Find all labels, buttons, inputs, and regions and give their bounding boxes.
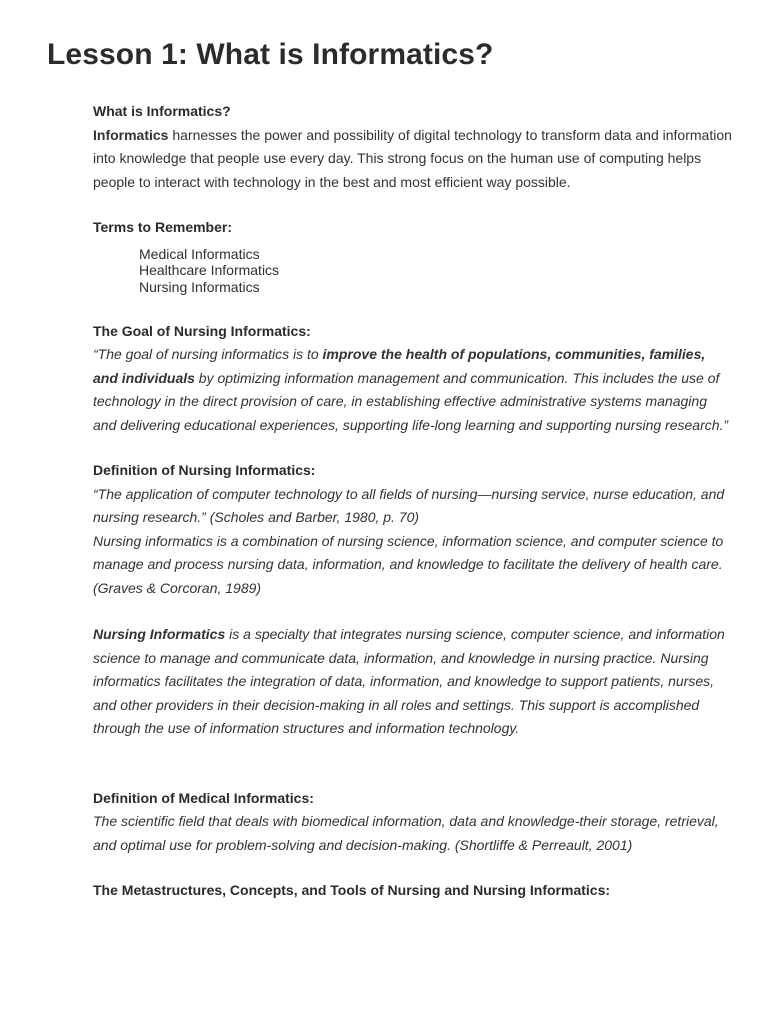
goal-quote [93, 343, 733, 437]
metastructures-heading: The Metastructures, Concepts, and Tools of Nursing and Nursing Informatics: [93, 882, 611, 899]
informatics-text: harnesses the power and possibility of digital technology to transform data and information into knowledge that people use every day. This strong focus on the human use of computing helps people to interact with technology in the best and most efficient way possible. [93, 126, 732, 190]
nursing-specialty-lead: Nursing Informatics [93, 626, 226, 643]
nursing-definition-quote-2: Nursing informatics is a combination of nursing science, information science, and computer science to manage and process nursing data, information, and knowledge to facilitate the delivery of health care. (Graves & Corcoran, 1989) [93, 532, 724, 596]
terms-list [93, 246, 733, 296]
goal-heading: The Goal of Nursing Informatics: [93, 322, 311, 339]
term-item: Nursing Informatics [139, 278, 260, 295]
informatics-lead: Informatics [93, 126, 169, 143]
medical-definition-text: The scientific field that deals with biomedical information, data and knowledge-their storage, retrieval, and optimal use for problem-solving and decision-making. (Shortliffe & Perreault, 2001) [93, 813, 719, 853]
nursing-specialty-paragraph [93, 623, 733, 741]
lesson-content [93, 100, 733, 903]
nursing-specialty-text: is a specialty that integrates nursing science, computer science, and information science to manage and communicate data, information, and knowledge in nursing practice. Nursing informatics facilitates the integration of data, information, and knowledge to support patients, nurses, and other providers in their decision-making in all roles and settings. This support is accomplished through the use of information structures and information technology. [93, 626, 725, 737]
nursing-definition-quote-1: “The application of computer technology to all fields of nursing—nursing service, nurse education, and nursing research.” (Scholes and Barber, 1980, p. 70) [93, 485, 725, 526]
term-item: Medical Informatics [139, 245, 260, 262]
term-item: Healthcare Informatics [139, 262, 280, 279]
medical-definition-heading: Definition of Medical Informatics: [93, 789, 314, 806]
page-title: Lesson 1: What is Informatics? [47, 38, 494, 71]
goal-bold-text: improve the health of populations, communities, families, and individuals [93, 346, 706, 386]
goal-text-after: by optimizing information management and communication. This includes the use of technology in the direct provision of care, in establishing effective administrative systems managing and delivering educational experiences, supporting life-long learning and supporting nursing research.” [93, 369, 729, 433]
terms-heading: Terms to Remember: [93, 219, 233, 235]
section-heading-what-is-informatics: What is Informatics? [93, 103, 231, 119]
nursing-definition-heading: Definition of Nursing Informatics: [93, 462, 316, 479]
goal-text-before: “The goal of nursing informatics is to [93, 346, 323, 363]
informatics-paragraph [93, 124, 733, 195]
